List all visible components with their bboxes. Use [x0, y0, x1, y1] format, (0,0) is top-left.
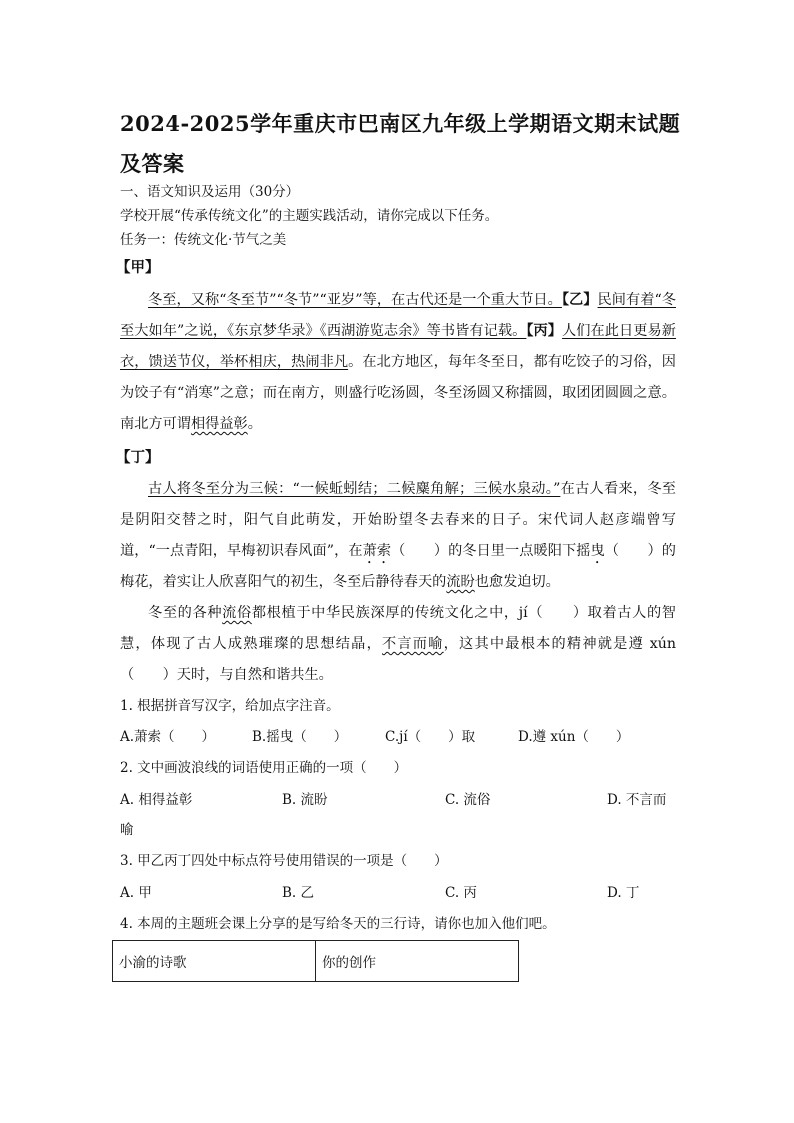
question-2: 2. 文中画波浪线的词语使用正确的一项（ ）	[120, 760, 408, 776]
q1-option-b: B.摇曳（ ）	[252, 729, 348, 745]
wavy-word-1: 相得益彰	[190, 416, 248, 432]
paragraph-three-text-1: 冬至的各种	[148, 605, 223, 621]
poem-table	[112, 940, 519, 982]
q3-option-b: B. 乙	[282, 885, 315, 901]
q2-option-d: D. 不言而	[607, 792, 667, 808]
wavy-word-2: 流盼	[446, 574, 475, 590]
table-row	[113, 941, 519, 982]
paragraph-jia	[120, 285, 676, 440]
paragraph-ding-text-3: （ ）的梅花，着实让人欣喜阳气的初生，冬至后静待春天的	[120, 543, 676, 590]
paragraph-jia-text: 。在北方地区，每年冬至日，都有吃饺子的习俗，因为饺子有“消寒”之意；而在南方，则盛行吃汤圆，冬至汤圆又称擂圆，取团团圆圆之意。南北方可谓	[120, 354, 676, 432]
marker-bing: 【丙】	[526, 323, 563, 339]
q1-option-a: A.萧索（ ）	[120, 729, 216, 745]
q2-option-c: C. 流俗	[445, 792, 491, 808]
paragraph-three-text-2: 都根植于中华民族深厚的传统文化之中，jí（ ）取着古人的智慧，体现了古人成熟璀璨的思想结晶，	[120, 605, 676, 652]
question-4: 4. 本周的主题班会课上分享的是写给冬天的三行诗，请你也加入他们吧。	[120, 916, 556, 932]
underlined-ding: 古人将冬至分为三候：“一候蚯蚓结；二候麋角解；三候水泉动。”	[148, 481, 561, 497]
paragraph-ding-text-2: （ ）的冬日里一点暖阳下摇	[391, 543, 591, 559]
underlined-yi: 民间有着“冬至大如年”之说，《东京梦华录》《西湖游览志余》等书皆有记载。	[120, 292, 676, 339]
q1-option-c: C.jí（ ）取	[385, 729, 476, 745]
q3-option-d: D. 丁	[607, 885, 640, 901]
underlined-bing: 人们在此日更易新衣，馈送节仪，举杯相庆，热闹非凡	[120, 323, 676, 370]
marker-yi: 【乙】	[561, 292, 598, 308]
underlined-jia: 冬至，又称“冬至节”“冬节”“亚岁”等，在古代还是一个重大节日。	[148, 292, 562, 308]
wavy-word-3: 流俗	[222, 605, 252, 621]
paragraph-three	[120, 598, 676, 691]
intro-text: 学校开展“传承传统文化”的主题实践活动，请你完成以下任务。	[120, 208, 499, 224]
wavy-word-4: 不言而喻	[381, 636, 444, 652]
q2-option-a: A. 相得益彰	[120, 792, 193, 808]
paragraph-three-text-3: ，这其中最根本的精神就是遵 xún（ ）天时，与自然和谐共生。	[120, 636, 676, 683]
section-heading: 一、语文知识及运用（30分）	[120, 184, 300, 200]
question-1: 1. 根据拼音写汉字，给加点字注音。	[120, 698, 340, 714]
label-ding: 【丁】	[116, 449, 160, 466]
paragraph-ding-text-1: 在古人看来，冬至是阴阳交替之时，阳气自此萌发，开始盼望冬去春来的日子。宋代词人赵彦端曾写道，“一点青阳，早梅初识春风面”，在	[120, 481, 676, 559]
q2-option-d-wrap: 喻	[120, 822, 134, 838]
question-3: 3. 甲乙丙丁四处中标点符号使用错误的一项是（ ）	[120, 853, 448, 869]
q3-option-a: A. 甲	[120, 885, 152, 901]
q1-option-d: D.遵 xún（ ）	[518, 729, 630, 745]
paragraph-ding-text-4: 也愈发迫切。	[474, 574, 560, 590]
q2-option-b: B. 流盼	[282, 792, 328, 808]
dotted-word-2: 曳	[590, 543, 605, 559]
dotted-word-1: 萧索	[362, 543, 392, 559]
q3-option-c: C. 丙	[445, 885, 477, 901]
label-jia: 【甲】	[116, 259, 160, 276]
page-title: 2024-2025学年重庆市巴南区九年级上学期语文期末试题及答案	[120, 111, 681, 176]
table-cell-your-creation: 你的创作	[316, 941, 519, 982]
paragraph-jia-end: 。	[247, 416, 262, 432]
paragraph-ding	[120, 474, 676, 598]
table-cell-classmate-poem: 小渝的诗歌	[113, 941, 316, 982]
task-heading: 任务一：传统文化·节气之美	[120, 232, 287, 248]
